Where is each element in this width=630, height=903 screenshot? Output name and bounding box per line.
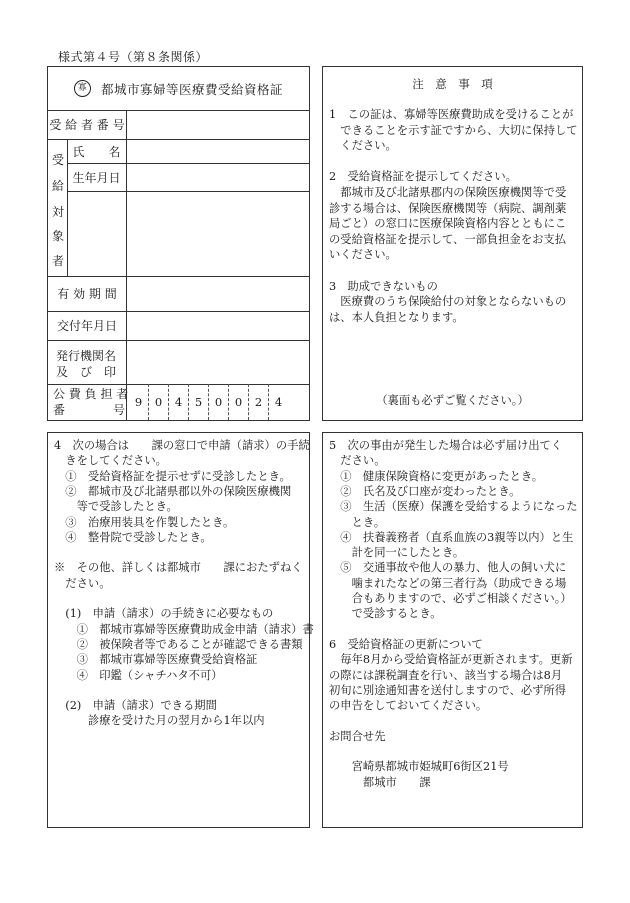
payer-digit: 0 <box>154 395 163 409</box>
text-line: (2) 申請（請求）できる期間 <box>54 699 217 713</box>
text-line: の申告をしておいてください。 <box>329 699 488 713</box>
seal-icon: 寡 <box>74 80 91 97</box>
text-line: ⑤ 交通事故や他人の暴力、他人の飼い犬に <box>329 561 567 575</box>
payer-digit: 4 <box>174 395 183 409</box>
payer-label-line1: 公 費 負 担 者 <box>53 387 129 401</box>
text-line: 3 助成できないもの <box>329 279 438 293</box>
notes-footer: （裏面も必ずご覧ください。） <box>376 394 529 407</box>
text-line: ② 氏名及び口座が変わったとき。 <box>329 484 521 498</box>
payer-digit: 2 <box>254 395 263 409</box>
validity-label: 有 効 期 間 <box>57 287 117 301</box>
text-line: 宮崎県都城市姫城町6街区21号 <box>329 760 509 774</box>
recipient-group-label-2: 給 <box>51 179 64 193</box>
text-line: ③ 生活（医療）保護を受給するようになった <box>329 500 578 514</box>
certificate-panel <box>47 66 310 421</box>
name-label: 氏 名 <box>72 144 121 159</box>
text-line: ② 被保険者等であることが確認できる書類 <box>54 637 303 651</box>
payer-digit: 4 <box>274 395 283 409</box>
recipient-group-label-5: 者 <box>51 254 64 268</box>
text-line: 噛まれたなどの第三者行為（助成できる場 <box>329 576 567 590</box>
recipient-number-value <box>127 110 309 139</box>
text-line: ※ その他、詳しくは都城市 課におたずねく <box>54 561 303 575</box>
text-line: ① 健康保険資格に変更があったとき。 <box>329 469 544 483</box>
text-line: 2 受給資格証を提示してください。 <box>329 170 517 184</box>
text-line: お問合せ先 <box>329 729 386 743</box>
text-line: の際には課税調査を行い、該当する場合は8月 <box>329 668 563 682</box>
text-line: で受診するとき。 <box>329 607 442 621</box>
text-line: 等で受診したとき。 <box>54 500 178 514</box>
certificate-title: 都城市寡婦等医療費受給資格証 <box>100 81 283 97</box>
text-line: とき。 <box>329 515 386 529</box>
back-left-panel <box>47 432 314 828</box>
recipient-group-label-3: 対 <box>51 205 64 219</box>
text-line: 局ごと）の窓口に医療保険資格内容とともにこ <box>329 217 567 231</box>
text-line: 1 この証は、寡婦等医療費助成を受けることが <box>329 108 574 121</box>
text-line: 診療を受けた月の翌月から1年以内 <box>54 714 265 728</box>
payer-digit: 0 <box>234 395 243 409</box>
back-right-panel <box>322 432 583 828</box>
text-line: 合もありますので、必ずご相談ください。） <box>329 592 572 605</box>
payer-digit: 5 <box>194 395 203 409</box>
text-line: (1) 申請（請求）の手続きに必要なもの <box>54 607 274 621</box>
text-line: 診する場合は、保険医療機関等（病院、調剤薬 <box>329 201 567 215</box>
issuer-label-line1: 発行機関名 <box>56 349 117 363</box>
notes-panel <box>322 66 583 421</box>
text-line: ③ 治療用装具を作製したとき。 <box>54 515 235 529</box>
text-line: 都城市及び北諸県郡内の保険医療機関等で受 <box>329 186 567 199</box>
text-line: 毎年8月から受給資格証が更新されます。更新 <box>329 653 573 667</box>
birthdate-label: 生年月日 <box>72 170 121 185</box>
issuer-label-line2: 及 び 印 <box>56 365 117 379</box>
text-line: 医療費のうち保険給付の対象とならないもの <box>329 295 567 309</box>
text-line: ください。 <box>329 139 397 153</box>
notes-title: 注 意 事 項 <box>412 77 493 91</box>
text-line: 初旬に別途通知書を送付しますので、必ず所得 <box>329 683 567 697</box>
payer-digit: 9 <box>134 395 143 409</box>
text-line: は、本人負担となります。 <box>329 310 464 324</box>
text-line: ① 都城市寡婦等医療費助成金申請（請求）書 <box>54 622 314 636</box>
text-line: ② 都城市及び北諸県郡以外の保険医療機関 <box>54 484 292 498</box>
recipient-number-label: 受 給 者 番 号 <box>49 118 125 132</box>
payer-digit: 0 <box>214 395 223 409</box>
text-line: 都城市 課 <box>329 775 431 789</box>
text-line: できることを示す証ですから、大切に保持して <box>329 123 578 137</box>
text-line: ださい。 <box>329 454 386 468</box>
payer-label-line2: 番 号 <box>53 403 126 417</box>
certificate-title-row <box>48 67 309 110</box>
text-line: 4 次の場合は 課の窓口で申請（請求）の手続 <box>54 439 310 452</box>
text-line: ④ 整骨院で受診したとき。 <box>54 530 212 544</box>
recipient-group-label-4: 象 <box>51 229 64 243</box>
text-line: いください。 <box>329 248 397 262</box>
text-line: ④ 印鑑（シャチハタ不可） <box>54 668 223 682</box>
text-line: 5 次の事由が発生した場合は必ず届け出てく <box>329 439 563 452</box>
form-number: 様式第４号（第８条関係） <box>58 50 209 64</box>
recipient-group-label-1: 受 <box>51 153 64 167</box>
text-line: ① 受給資格証を提示せずに受診したとき。 <box>54 469 291 483</box>
text-line: きをしてください。 <box>54 454 167 468</box>
text-line: 計を同一にしたとき。 <box>329 546 465 560</box>
text-line: ④ 扶養義務者（直系血族の3親等以内）と生 <box>329 530 574 544</box>
text-line: ③ 都城市寡婦等医療費受給資格証 <box>54 653 258 667</box>
text-line: の受給資格証を提示して、一部負担金をお支払 <box>329 232 567 246</box>
issue-date-label: 交付年月日 <box>56 319 117 333</box>
text-line: 6 受給資格証の更新について <box>329 637 483 651</box>
text-line: ださい。 <box>54 576 111 590</box>
